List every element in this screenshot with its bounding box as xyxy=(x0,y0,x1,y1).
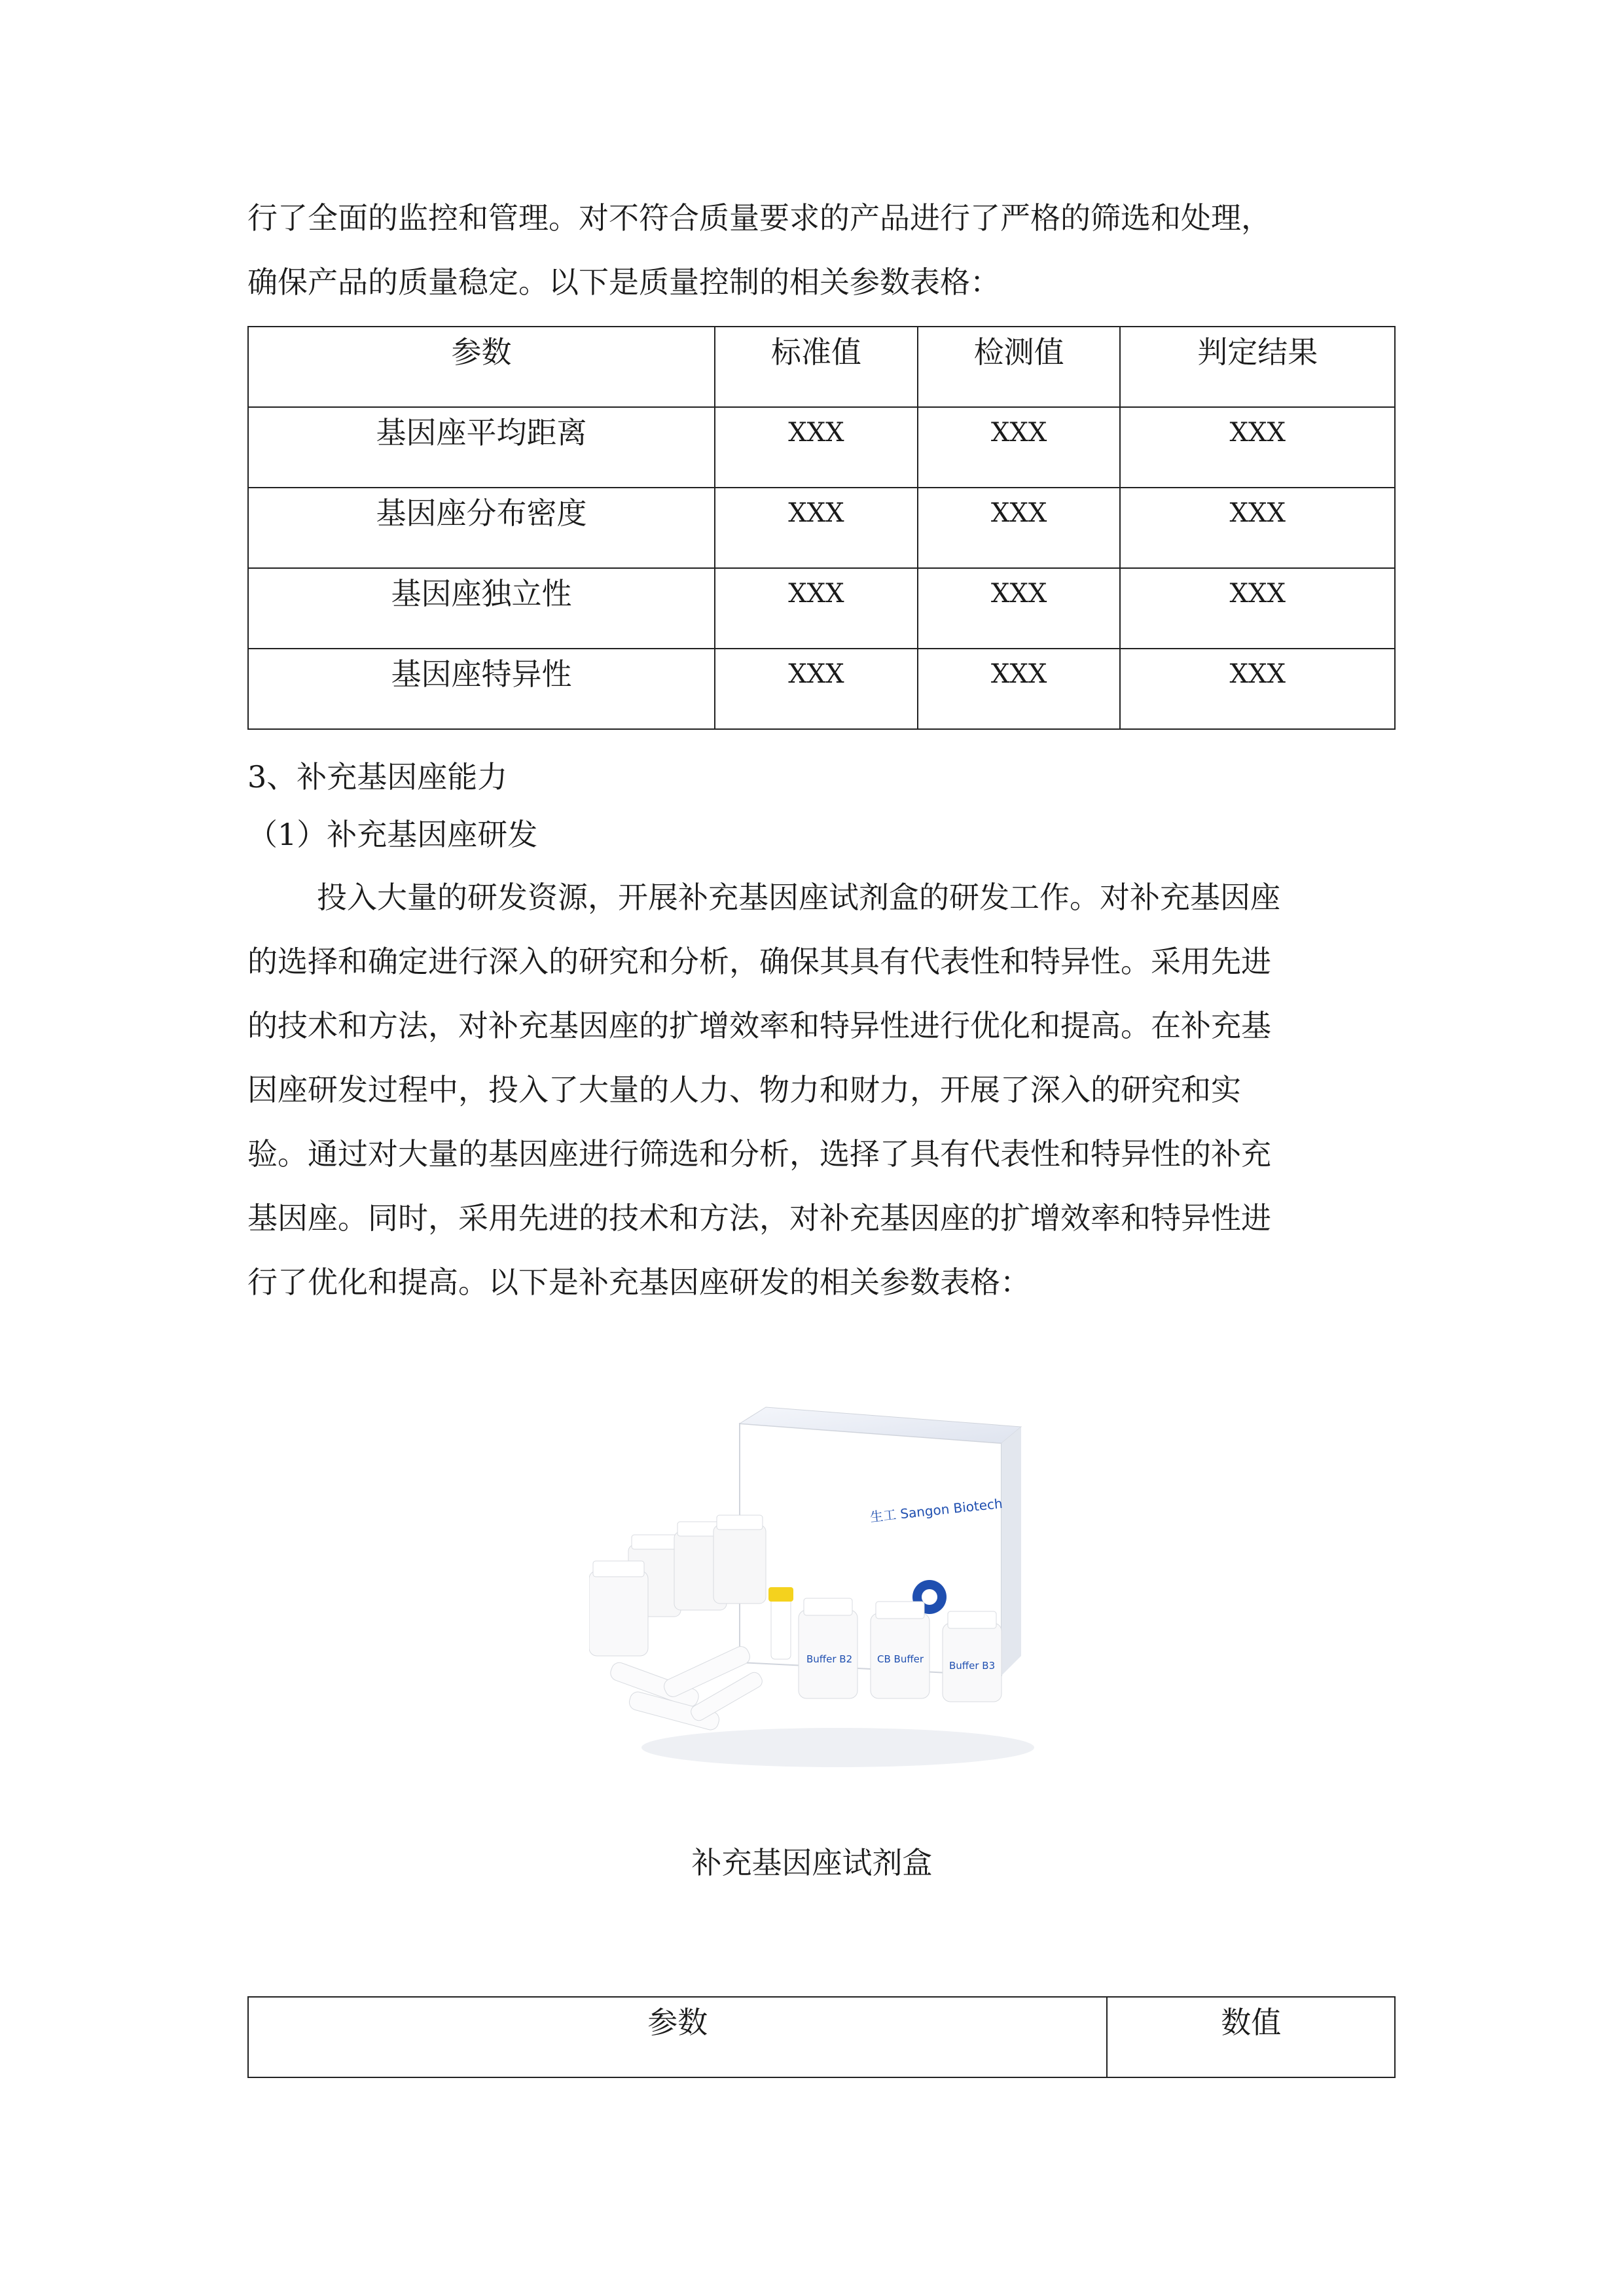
body-line-1: 投入大量的研发资源，开展补充基因座试剂盒的研发工作。对补充基因座 xyxy=(317,880,1280,915)
intro-line-1: 行了全面的监控和管理。对不符合质量要求的产品进行了严格的筛选和处理， xyxy=(247,200,1271,236)
box-brand-label: 生工 Sangon Biotech xyxy=(869,1495,1003,1525)
section-heading: 3、补充基因座能力 xyxy=(247,759,508,795)
table-cell: XXX xyxy=(1120,488,1395,568)
table-cell: 基因座独立性 xyxy=(248,568,715,649)
table-cell: 基因座特异性 xyxy=(248,649,715,729)
intro-line-2: 确保产品的质量稳定。以下是质量控制的相关参数表格： xyxy=(247,264,1000,300)
table-row xyxy=(248,649,1395,729)
header-cell: 参数 xyxy=(248,327,715,407)
table-cell: XXX xyxy=(715,568,918,649)
table-cell: 基因座平均距离 xyxy=(248,407,715,488)
table-cell: XXX xyxy=(715,649,918,729)
table-cell: XXX xyxy=(715,407,918,488)
header-cell: 参数 xyxy=(248,1997,1107,2077)
table-row xyxy=(248,568,1395,649)
bottle-label: Buffer B2 xyxy=(806,1653,853,1665)
subsection-heading: （1）补充基因座研发 xyxy=(247,817,538,852)
small-tube xyxy=(771,1597,791,1659)
table-cell: XXX xyxy=(918,568,1121,649)
table-cell: XXX xyxy=(1120,649,1395,729)
reagent-kit-image xyxy=(589,1335,1060,1793)
table-cell: XXX xyxy=(1120,568,1395,649)
table-cell: 基因座分布密度 xyxy=(248,488,715,568)
table-cell: XXX xyxy=(918,649,1121,729)
body-line-5: 验。通过对大量的基因座进行筛选和分析，选择了具有代表性和特异性的补充 xyxy=(247,1136,1271,1172)
quality-control-table xyxy=(247,326,1396,730)
body-line-4: 因座研发过程中，投入了大量的人力、物力和财力，开展了深入的研究和实 xyxy=(247,1072,1241,1107)
table-cell: XXX xyxy=(715,488,918,568)
table-cell: XXX xyxy=(1120,407,1395,488)
rd-parameter-table xyxy=(247,1996,1396,2078)
body-line-6: 基因座。同时，采用先进的技术和方法，对补充基因座的扩增效率和特异性进 xyxy=(247,1200,1271,1236)
header-cell: 数值 xyxy=(1107,1997,1395,2077)
bottle-label: Buffer B3 xyxy=(949,1660,996,1672)
body-line-2: 的选择和确定进行深入的研究和分析，确保其具有代表性和特异性。采用先进 xyxy=(247,944,1271,979)
table-header-row xyxy=(248,327,1395,407)
body-line-3: 的技术和方法，对补充基因座的扩增效率和特异性进行优化和提高。在补充基 xyxy=(247,1008,1271,1043)
header-cell: 标准值 xyxy=(715,327,918,407)
table-row xyxy=(248,407,1395,488)
header-cell: 检测值 xyxy=(918,327,1121,407)
body-line-7: 行了优化和提高。以下是补充基因座研发的相关参数表格： xyxy=(247,1265,1030,1300)
figure-caption: 补充基因座试剂盒 xyxy=(691,1845,933,1880)
header-cell: 判定结果 xyxy=(1120,327,1395,407)
table-header-row xyxy=(248,1997,1395,2077)
table-cell: XXX xyxy=(918,407,1121,488)
bottle-label: CB Buffer xyxy=(877,1653,924,1665)
table-cell: XXX xyxy=(918,488,1121,568)
table-row xyxy=(248,488,1395,568)
